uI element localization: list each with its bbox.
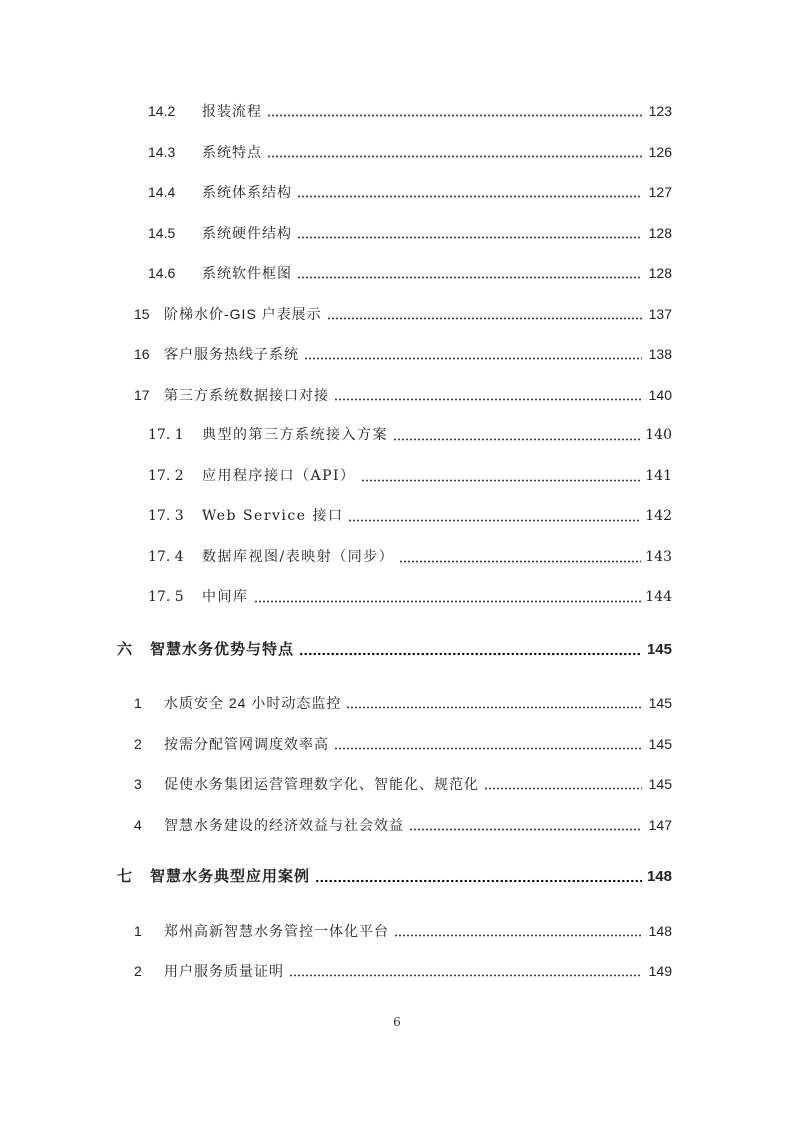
toc-entry[interactable] — [0, 869, 672, 885]
toc-entry-number: 17. 3 — [148, 508, 184, 524]
toc-entry[interactable] — [0, 225, 672, 241]
toc-entry[interactable] — [0, 963, 672, 979]
toc-entry-number: 17. 4 — [148, 548, 184, 565]
toc-entry-number: 七 — [117, 868, 133, 885]
dot-leader — [393, 438, 641, 441]
toc-entry[interactable] — [0, 508, 672, 524]
toc-entry-page: 144 — [645, 589, 672, 605]
dot-leader — [297, 276, 642, 279]
toc-entry[interactable] — [0, 427, 672, 443]
toc-entry-title: 数据库视图/表映射（同步） — [202, 548, 395, 565]
toc-entry-number: 14.4 — [148, 184, 176, 200]
toc-entry-page: 145 — [648, 776, 672, 792]
toc-entry-page: 140 — [645, 427, 672, 443]
toc-entry[interactable] — [0, 103, 672, 119]
toc-entry[interactable] — [0, 265, 672, 281]
toc-entry-title: Web Service 接口 — [202, 508, 344, 524]
toc-entry-page: 143 — [645, 548, 672, 565]
toc-entry-number: 14.2 — [148, 103, 176, 119]
toc-entry[interactable] — [0, 468, 672, 484]
toc-entry-title: 阶梯水价-GIS 户表展示 — [164, 305, 322, 322]
toc-entry-title: 应用程序接口（API） — [202, 467, 356, 484]
dot-leader — [267, 155, 642, 158]
toc-entry[interactable] — [0, 306, 672, 322]
toc-entry-number: 14.6 — [148, 265, 176, 281]
toc-entry-title: 智慧水务建设的经济效益与社会效益 — [164, 816, 404, 833]
dot-leader — [297, 195, 642, 198]
dot-leader — [399, 560, 641, 563]
toc-entry[interactable] — [0, 817, 672, 833]
toc-entry-title: 典型的第三方系统接入方案 — [202, 427, 388, 443]
toc-entry-number: 4 — [134, 816, 142, 833]
toc-entry-page: 147 — [648, 816, 672, 833]
toc-entry-number: 2 — [134, 735, 142, 752]
toc-entry[interactable] — [0, 387, 672, 403]
toc-entry[interactable] — [0, 144, 672, 160]
toc-entry-title: 按需分配管网调度效率高 — [164, 735, 329, 752]
dot-leader — [394, 934, 642, 937]
toc-entry[interactable] — [0, 589, 672, 605]
toc-entry-number: 14.3 — [148, 143, 176, 160]
toc-entry-title: 用户服务质量证明 — [164, 963, 284, 979]
toc-entry[interactable] — [0, 736, 672, 752]
toc-entry-number: 17. 1 — [148, 427, 184, 443]
toc-entry-number: 17. 5 — [148, 589, 184, 605]
toc-entry-title: 系统体系结构 — [202, 184, 292, 200]
toc-entry-title: 系统软件框图 — [202, 265, 292, 281]
toc-entry-page: 140 — [648, 386, 672, 403]
dot-leader — [254, 600, 642, 603]
toc-entry-number: 1 — [134, 695, 142, 711]
toc-entry-page: 148 — [648, 922, 672, 939]
toc-entry[interactable] — [0, 549, 672, 565]
toc-entry[interactable] — [0, 776, 672, 792]
toc-entry-number: 2 — [134, 963, 142, 979]
toc-entry-number: 1 — [134, 922, 142, 939]
dot-leader — [327, 317, 642, 320]
toc-entry-page: 128 — [648, 265, 672, 281]
dot-leader — [299, 652, 642, 656]
toc-entry-number: 15 — [134, 305, 150, 322]
toc-entry-page: 141 — [645, 467, 672, 484]
toc-entry[interactable] — [0, 184, 672, 200]
toc-entry-page: 149 — [648, 963, 672, 979]
toc-entry-page: 142 — [645, 508, 672, 524]
dot-leader — [297, 236, 642, 239]
toc-entry-page: 126 — [648, 143, 672, 160]
dot-leader — [409, 828, 642, 831]
toc-entry-page: 145 — [648, 735, 672, 752]
page-number: 6 — [393, 1015, 401, 1029]
dot-leader — [484, 787, 642, 790]
page-footer — [0, 1015, 794, 1029]
toc-entry-page: 123 — [648, 103, 672, 119]
toc-entry-page: 127 — [648, 184, 672, 200]
toc-entry[interactable] — [0, 695, 672, 711]
toc-entry-title: 系统特点 — [202, 143, 262, 160]
toc-entry-page: 138 — [648, 346, 672, 362]
toc-entry[interactable] — [0, 923, 672, 939]
dot-leader — [315, 879, 642, 883]
toc-entry-number: 六 — [117, 640, 133, 658]
dot-leader — [346, 706, 642, 709]
dot-leader — [289, 974, 642, 977]
toc-entry-title: 智慧水务优势与特点 — [150, 640, 295, 658]
toc-entry-page: 137 — [648, 305, 672, 322]
toc-entry-title: 促使水务集团运营管理数字化、智能化、规范化 — [164, 776, 479, 792]
toc-entry-title: 郑州高新智慧水务管控一体化平台 — [164, 922, 389, 939]
toc-entry-title: 系统硬件结构 — [202, 224, 292, 241]
toc-entry-page: 145 — [646, 640, 672, 658]
toc-entry-number: 17. 2 — [148, 467, 184, 484]
dot-leader — [267, 114, 642, 117]
toc-entry-number: 17 — [134, 386, 150, 403]
toc-entry-title: 中间库 — [202, 589, 249, 605]
toc-entry-title: 水质安全 24 小时动态监控 — [164, 695, 342, 711]
toc-entry-page: 148 — [646, 868, 672, 885]
toc-entry-number: 16 — [134, 346, 150, 362]
toc-entry[interactable] — [0, 346, 672, 362]
toc-entry-number: 14.5 — [148, 224, 176, 241]
toc-entry-title: 智慧水务典型应用案例 — [150, 868, 311, 885]
toc-entry-title: 第三方系统数据接口对接 — [164, 386, 329, 403]
toc-entry[interactable] — [0, 642, 672, 658]
dot-leader — [334, 398, 642, 401]
dot-leader — [334, 747, 642, 750]
toc-entry-title: 客户服务热线子系统 — [164, 346, 299, 362]
dot-leader — [304, 357, 642, 360]
dot-leader — [361, 479, 642, 482]
dot-leader — [348, 519, 641, 522]
toc-entry-number: 3 — [134, 776, 142, 792]
toc-entry-title: 报装流程 — [202, 103, 262, 119]
toc-entry-page: 128 — [648, 224, 672, 241]
toc-entry-page: 145 — [648, 695, 672, 711]
